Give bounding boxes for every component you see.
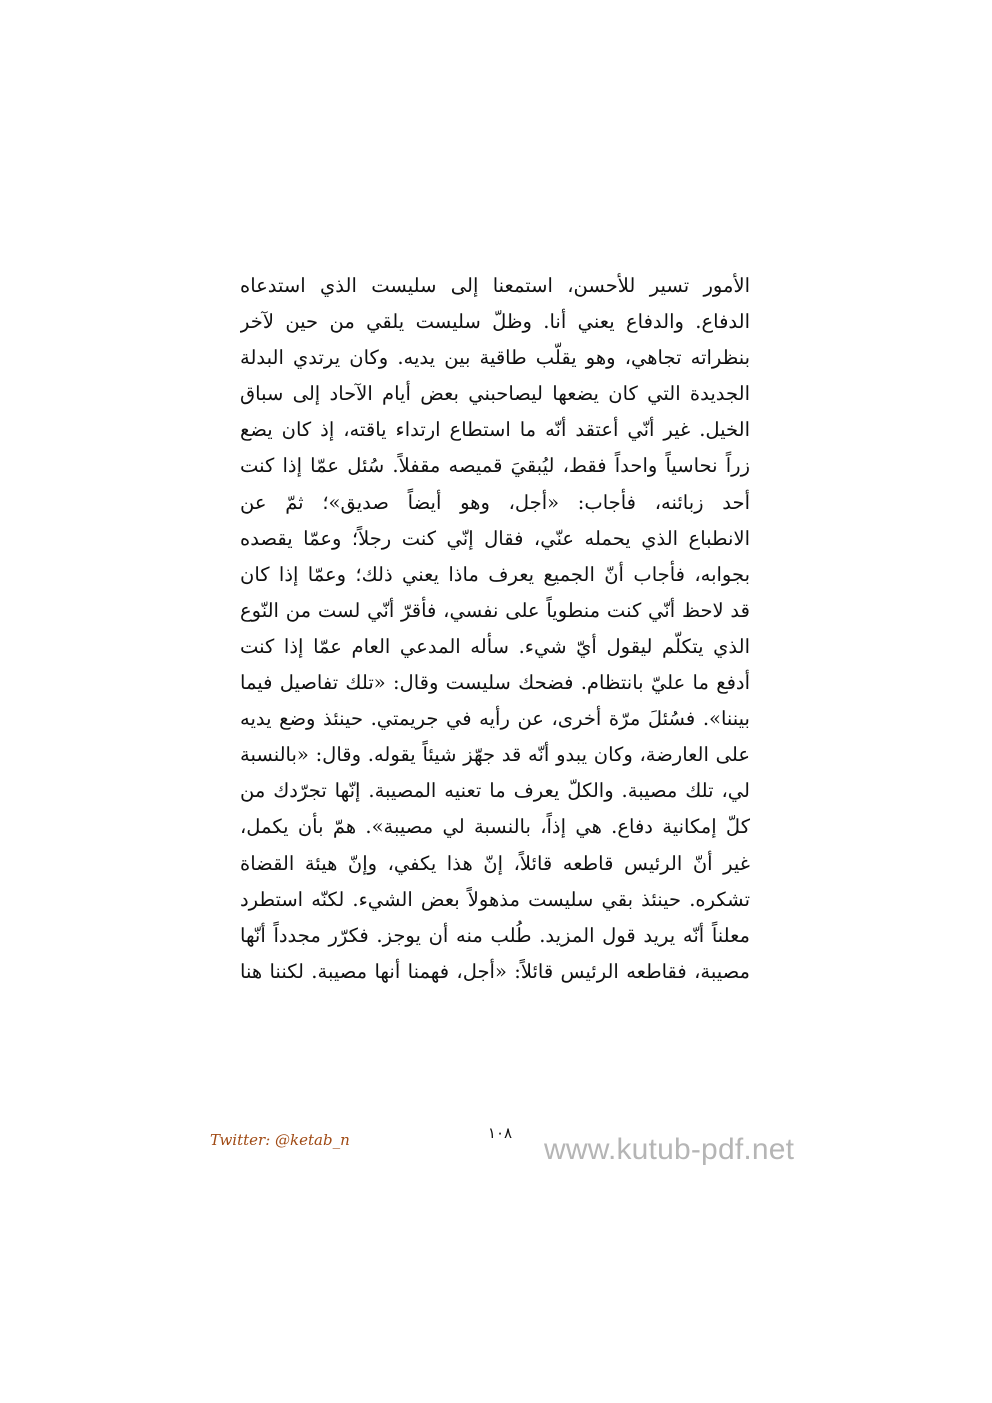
text-line: الجديدة التي كان يضعها ليصاحبني بعض أيام الآحاد إلى سباق (240, 382, 750, 406)
text-line: زراً نحاسياً واحداً فقط، ليُبقيَ قميصه مقفلاً. سُئل عمّا إذا كنت (240, 454, 750, 478)
text-line: قد لاحظ أنّي كنت منطوياً على نفسي، فأقرّ أنّي لست من النّوع (240, 598, 750, 622)
text-line: الخيل. غير أنّي أعتقد أنّه ما استطاع ارتداء ياقته، إذ كان يضع (240, 418, 750, 442)
body-text (240, 268, 750, 990)
text-line: بنظراته تجاهي، وهو يقلّب طاقية بين يديه. وكان يرتدي البدلة (240, 346, 750, 370)
text-line: أدفع ما عليّ بانتظام. فضحك سليست وقال: «تلك تفاصيل فيما (240, 671, 750, 695)
text-line: معلناً أنّه يريد قول المزيد. طُلب منه أن يوجز. فكرّر مجدداً أنّها (240, 923, 750, 947)
text-line: كلّ إمكانية دفاع. هي إذاً، بالنسبة لي مصيبة». همّ بأن يكمل، (240, 815, 750, 839)
text-line: مصيبة، فقاطعه الرئيس قائلاً: «أجل، فهمنا أنها مصيبة. لكننا هنا (240, 959, 750, 983)
text-line: بجوابه، فأجاب أنّ الجميع يعرف ماذا يعني ذلك؛ وعمّا إذا كان (240, 562, 750, 586)
watermark-url: www.kutub-pdf.net (544, 1133, 795, 1166)
text-line: الأمور تسير للأحسن، استمعنا إلى سليست الذي استدعاه (240, 274, 750, 297)
twitter-handle: Twitter: @ketab_n (210, 1131, 350, 1149)
text-line: لي، تلك مصيبة. والكلّ يعرف ما تعنيه المصيبة. إنّها تجرّدك من (240, 779, 750, 803)
text-line: الدفاع. والدفاع يعني أنا. وظلّ سليست يلقي من حين لآخر (240, 310, 750, 334)
text-line: بيننا». فسُئلَ مرّة أخرى، عن رأيه في جريمتي. حينئذ وضع يديه (240, 707, 750, 731)
text-line: غير أنّ الرئيس قاطعه قائلاً، إنّ هذا يكفي، وإنّ هيئة القضاة (240, 851, 750, 875)
page-number: ١٠٨ (487, 1124, 513, 1142)
text-line: الذي يتكلّم ليقول أيّ شيء. سأله المدعي العام عمّا إذا كنت (240, 634, 750, 658)
text-line: تشكره. حينئذ بقي سليست مذهولاً بعض الشيء. لكنّه استطرد (240, 887, 750, 911)
text-line: على العارضة، وكان يبدو أنّه قد جهّز شيئاً يقوله. وقال: «بالنسبة (240, 743, 750, 767)
text-line: الانطباع الذي يحمله عنّي، فقال إنّي كنت رجلاً؛ وعمّا يقصده (240, 526, 750, 550)
text-line: أحد زبائنه، فأجاب: «أجل، وهو أيضاً صديق»؛ ثمّ عن (240, 490, 750, 514)
